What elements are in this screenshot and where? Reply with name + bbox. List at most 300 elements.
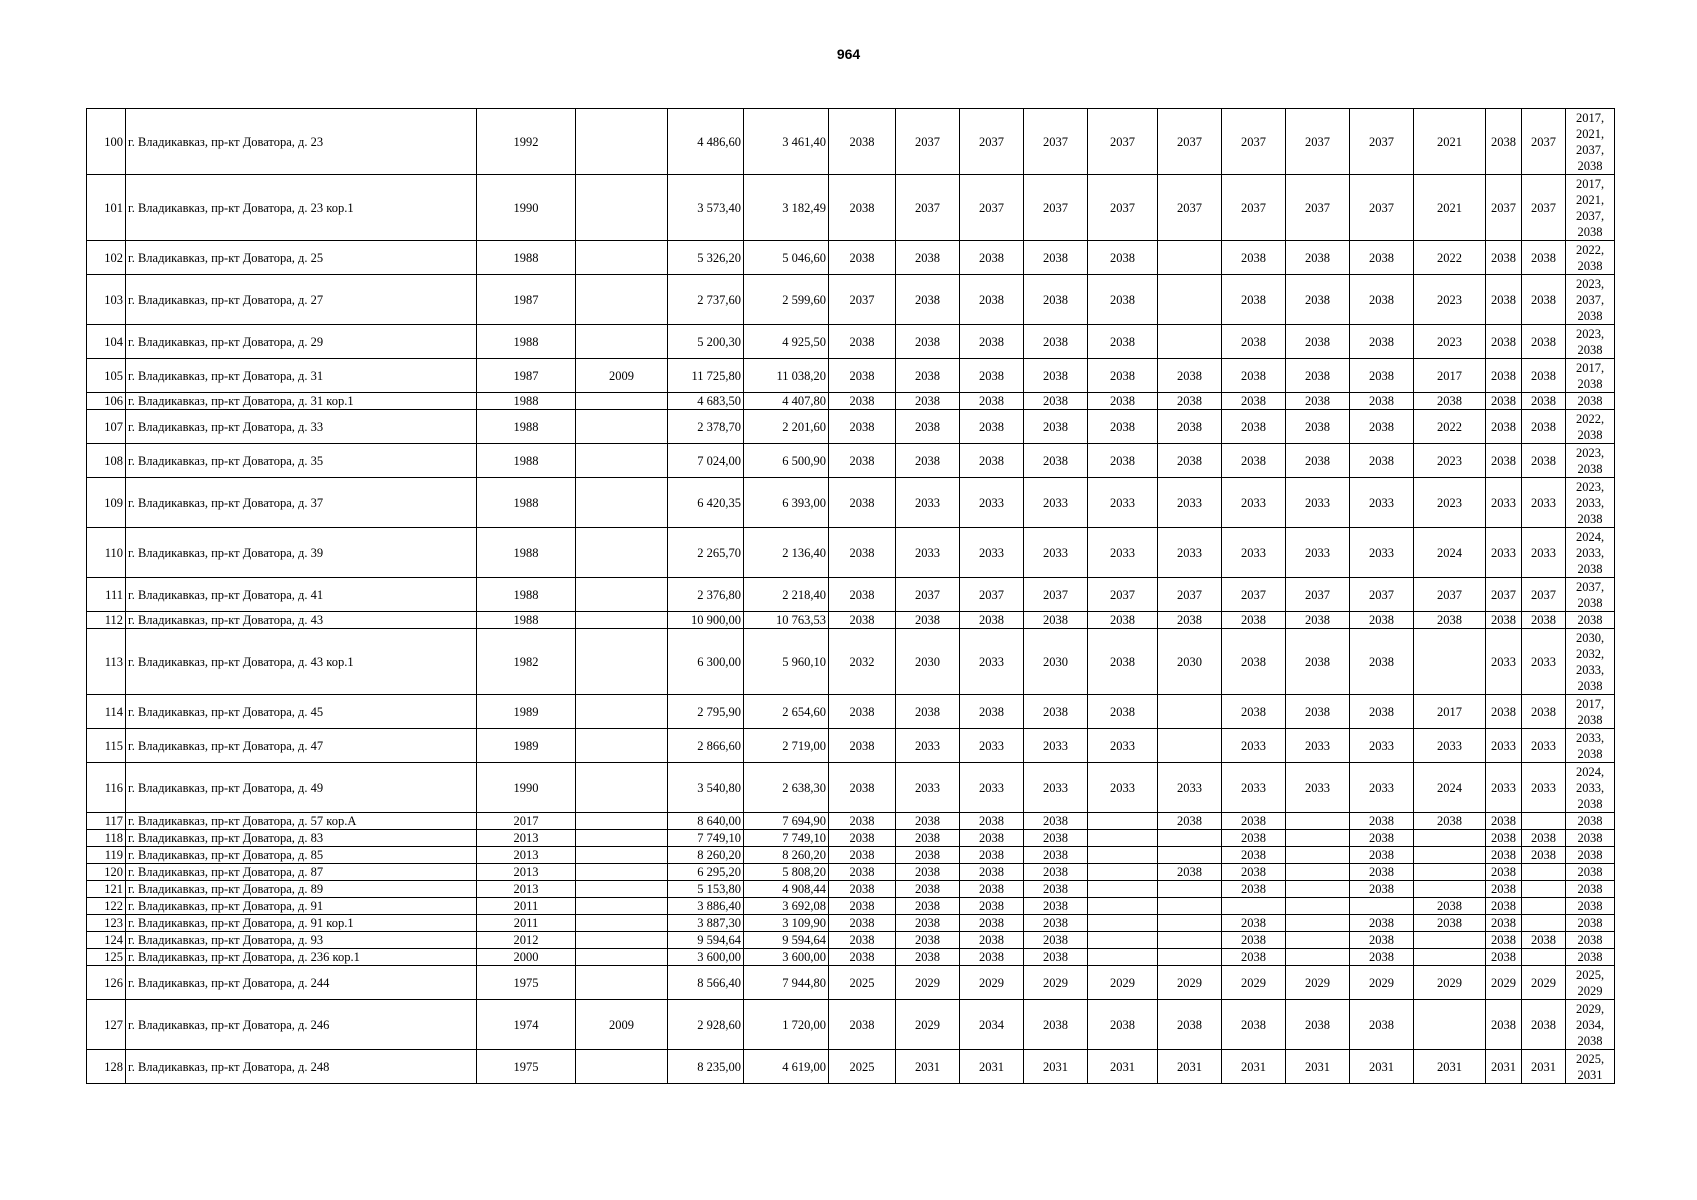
build-year-cell: 2011 (477, 898, 576, 915)
build-year-cell: 2017 (477, 813, 576, 830)
work-year-cell: 2037 (1088, 175, 1158, 241)
living-area-cell: 10 763,53 (744, 612, 829, 629)
living-area-cell: 3 109,90 (744, 915, 829, 932)
work-year-cell: 2038 (1286, 629, 1350, 695)
work-year-cell: 2038 (1158, 444, 1222, 478)
work-year-cell: 2033 (1024, 763, 1088, 813)
living-area-cell: 7 694,90 (744, 813, 829, 830)
work-year-cell: 2038 (1522, 932, 1566, 949)
total-area-cell: 7 024,00 (668, 444, 744, 478)
work-year-cell: 2038 (1088, 359, 1158, 393)
work-year-cell: 2038 (1024, 444, 1088, 478)
work-year-cell (1286, 915, 1350, 932)
total-area-cell: 5 326,20 (668, 241, 744, 275)
table-row (87, 275, 1615, 325)
work-year-cell: 2038 (1350, 847, 1414, 864)
build-year-cell: 2012 (477, 932, 576, 949)
work-year-cell: 2038 (1088, 410, 1158, 444)
work-year-cell: 2038 (1350, 325, 1414, 359)
work-year-cell: 2038 (960, 915, 1024, 932)
row-number: 112 (87, 612, 126, 629)
work-year-cell (1286, 898, 1350, 915)
table-row (87, 629, 1615, 695)
work-year-cell (1286, 932, 1350, 949)
build-year-cell: 2013 (477, 864, 576, 881)
work-year-cell: 2038 (1350, 915, 1414, 932)
row-number: 103 (87, 275, 126, 325)
total-area-cell: 4 486,60 (668, 109, 744, 175)
work-year-cell (1088, 813, 1158, 830)
table-row (87, 813, 1615, 830)
work-year-cell: 2038 (1222, 813, 1286, 830)
work-year-cell: 2038 (1350, 864, 1414, 881)
address-cell: г. Владикавказ, пр-кт Доватора, д. 45 (126, 695, 477, 729)
work-year-cell: 2038 (1222, 915, 1286, 932)
living-area-cell: 3 692,08 (744, 898, 829, 915)
row-number: 114 (87, 695, 126, 729)
work-year-cell: 2038 (1286, 393, 1350, 410)
reconstruction-year-cell (576, 478, 668, 528)
work-year-cell (1088, 932, 1158, 949)
work-year-cell: 2033 (1088, 478, 1158, 528)
work-year-cell: 2037 (1222, 175, 1286, 241)
total-area-cell: 7 749,10 (668, 830, 744, 847)
table-row (87, 109, 1615, 175)
build-year-cell: 1990 (477, 175, 576, 241)
total-area-cell: 2 265,70 (668, 528, 744, 578)
work-year-cell: 2037 (1486, 578, 1522, 612)
living-area-cell: 11 038,20 (744, 359, 829, 393)
work-year-cell: 2038 (1158, 813, 1222, 830)
row-number: 106 (87, 393, 126, 410)
work-year-cell: 2038 (1024, 612, 1088, 629)
work-year-cell: 2038 (1522, 847, 1566, 864)
work-year-cell: 2038 (1414, 915, 1486, 932)
work-year-cell: 2038 (1158, 1000, 1222, 1050)
work-year-cell: 2038 (1088, 393, 1158, 410)
work-year-cell (1088, 881, 1158, 898)
living-area-cell: 2 136,40 (744, 528, 829, 578)
living-area-cell: 3 182,49 (744, 175, 829, 241)
reconstruction-year-cell: 2009 (576, 359, 668, 393)
build-year-cell: 1988 (477, 325, 576, 359)
work-year-cell: 2033 (1350, 729, 1414, 763)
summary-years-cell: 2023, 2038 (1566, 444, 1615, 478)
work-year-cell: 2038 (1158, 359, 1222, 393)
summary-years-cell: 2025, 2029 (1566, 966, 1615, 1000)
summary-years-cell: 2033, 2038 (1566, 729, 1615, 763)
work-year-cell: 2038 (896, 864, 960, 881)
work-year-cell: 2033 (1286, 763, 1350, 813)
work-year-cell: 2038 (829, 881, 896, 898)
address-cell: г. Владикавказ, пр-кт Доватора, д. 33 (126, 410, 477, 444)
work-year-cell: 2038 (829, 695, 896, 729)
work-year-cell: 2038 (1024, 847, 1088, 864)
work-year-cell: 2037 (896, 175, 960, 241)
work-year-cell: 2038 (1486, 932, 1522, 949)
row-number: 118 (87, 830, 126, 847)
work-year-cell: 2038 (1350, 932, 1414, 949)
work-year-cell: 2033 (960, 729, 1024, 763)
work-year-cell: 2022 (1414, 410, 1486, 444)
summary-years-cell: 2017, 2021, 2037, 2038 (1566, 109, 1615, 175)
build-year-cell: 1988 (477, 410, 576, 444)
total-area-cell: 3 887,30 (668, 915, 744, 932)
work-year-cell: 2037 (1222, 578, 1286, 612)
work-year-cell: 2038 (1024, 393, 1088, 410)
work-year-cell: 2038 (1350, 813, 1414, 830)
work-year-cell: 2037 (1350, 109, 1414, 175)
table-row (87, 847, 1615, 864)
work-year-cell: 2038 (829, 1000, 896, 1050)
address-cell: г. Владикавказ, пр-кт Доватора, д. 37 (126, 478, 477, 528)
work-year-cell: 2038 (1486, 813, 1522, 830)
table-row (87, 241, 1615, 275)
row-number: 125 (87, 949, 126, 966)
total-area-cell: 2 376,80 (668, 578, 744, 612)
summary-years-cell: 2029, 2034, 2038 (1566, 1000, 1615, 1050)
address-cell: г. Владикавказ, пр-кт Доватора, д. 23 кор.1 (126, 175, 477, 241)
work-year-cell: 2038 (1486, 695, 1522, 729)
work-year-cell: 2038 (960, 898, 1024, 915)
table-row (87, 528, 1615, 578)
work-year-cell: 2033 (960, 763, 1024, 813)
total-area-cell: 2 866,60 (668, 729, 744, 763)
work-year-cell: 2038 (960, 949, 1024, 966)
summary-years-cell: 2024, 2033, 2038 (1566, 763, 1615, 813)
work-year-cell: 2033 (1088, 528, 1158, 578)
total-area-cell: 2 737,60 (668, 275, 744, 325)
work-year-cell: 2038 (1158, 612, 1222, 629)
work-year-cell: 2017 (1414, 695, 1486, 729)
row-number: 122 (87, 898, 126, 915)
work-year-cell: 2033 (1486, 528, 1522, 578)
work-year-cell: 2038 (829, 444, 896, 478)
work-year-cell: 2033 (1350, 763, 1414, 813)
work-year-cell: 2023 (1414, 325, 1486, 359)
work-year-cell: 2029 (1222, 966, 1286, 1000)
work-year-cell: 2038 (960, 864, 1024, 881)
work-year-cell: 2038 (1522, 695, 1566, 729)
work-year-cell: 2033 (896, 528, 960, 578)
work-year-cell (1522, 898, 1566, 915)
work-year-cell: 2025 (829, 1050, 896, 1084)
table-row (87, 915, 1615, 932)
work-year-cell: 2038 (1286, 1000, 1350, 1050)
work-year-cell: 2037 (960, 109, 1024, 175)
living-area-cell: 2 638,30 (744, 763, 829, 813)
work-year-cell: 2038 (1486, 915, 1522, 932)
work-year-cell: 2038 (1350, 1000, 1414, 1050)
work-year-cell: 2038 (1024, 915, 1088, 932)
work-year-cell: 2038 (896, 847, 960, 864)
work-year-cell: 2037 (1088, 578, 1158, 612)
total-area-cell: 2 378,70 (668, 410, 744, 444)
work-year-cell: 2038 (1222, 275, 1286, 325)
work-year-cell: 2033 (1024, 528, 1088, 578)
work-year-cell: 2038 (1522, 1000, 1566, 1050)
summary-years-cell: 2017, 2038 (1566, 695, 1615, 729)
row-number: 127 (87, 1000, 126, 1050)
work-year-cell: 2038 (896, 612, 960, 629)
work-year-cell: 2038 (1024, 864, 1088, 881)
summary-years-cell: 2038 (1566, 612, 1615, 629)
build-year-cell: 1988 (477, 444, 576, 478)
build-year-cell: 1988 (477, 612, 576, 629)
living-area-cell: 4 908,44 (744, 881, 829, 898)
work-year-cell: 2038 (1024, 881, 1088, 898)
work-year-cell: 2038 (1088, 444, 1158, 478)
total-area-cell: 6 420,35 (668, 478, 744, 528)
work-year-cell: 2033 (1088, 763, 1158, 813)
living-area-cell: 5 960,10 (744, 629, 829, 695)
work-year-cell: 2038 (1222, 325, 1286, 359)
row-number: 120 (87, 864, 126, 881)
address-cell: г. Владикавказ, пр-кт Доватора, д. 43 (126, 612, 477, 629)
reconstruction-year-cell (576, 578, 668, 612)
reconstruction-year-cell: 2009 (576, 1000, 668, 1050)
table-row (87, 864, 1615, 881)
work-year-cell: 2031 (1222, 1050, 1286, 1084)
build-year-cell: 2000 (477, 949, 576, 966)
living-area-cell: 2 218,40 (744, 578, 829, 612)
summary-years-cell: 2038 (1566, 915, 1615, 932)
work-year-cell: 2038 (960, 813, 1024, 830)
reconstruction-year-cell (576, 847, 668, 864)
work-year-cell: 2029 (1486, 966, 1522, 1000)
address-cell: г. Владикавказ, пр-кт Доватора, д. 41 (126, 578, 477, 612)
work-year-cell: 2029 (896, 1000, 960, 1050)
work-year-cell (1158, 847, 1222, 864)
work-year-cell: 2038 (1286, 359, 1350, 393)
work-year-cell: 2029 (1286, 966, 1350, 1000)
summary-years-cell: 2023, 2037, 2038 (1566, 275, 1615, 325)
work-year-cell: 2038 (1222, 393, 1286, 410)
living-area-cell: 4 925,50 (744, 325, 829, 359)
work-year-cell: 2038 (829, 241, 896, 275)
address-cell: г. Владикавказ, пр-кт Доватора, д. 39 (126, 528, 477, 578)
work-year-cell: 2031 (1350, 1050, 1414, 1084)
work-year-cell: 2033 (1414, 729, 1486, 763)
work-year-cell: 2038 (960, 612, 1024, 629)
work-year-cell (1414, 932, 1486, 949)
reconstruction-year-cell (576, 729, 668, 763)
total-area-cell: 3 540,80 (668, 763, 744, 813)
build-year-cell: 2013 (477, 847, 576, 864)
work-year-cell: 2037 (1350, 175, 1414, 241)
work-year-cell: 2038 (896, 915, 960, 932)
work-year-cell: 2037 (1522, 175, 1566, 241)
summary-years-cell: 2038 (1566, 864, 1615, 881)
table-row (87, 763, 1615, 813)
work-year-cell: 2038 (1522, 444, 1566, 478)
build-year-cell: 1974 (477, 1000, 576, 1050)
work-year-cell: 2038 (1024, 241, 1088, 275)
work-year-cell: 2037 (1522, 578, 1566, 612)
reconstruction-year-cell (576, 241, 668, 275)
work-year-cell: 2031 (1486, 1050, 1522, 1084)
work-year-cell: 2038 (1222, 881, 1286, 898)
work-year-cell (1158, 949, 1222, 966)
work-year-cell: 2038 (960, 881, 1024, 898)
address-cell: г. Владикавказ, пр-кт Доватора, д. 89 (126, 881, 477, 898)
total-area-cell: 2 928,60 (668, 1000, 744, 1050)
work-year-cell (1522, 864, 1566, 881)
work-year-cell: 2037 (1286, 109, 1350, 175)
row-number: 101 (87, 175, 126, 241)
work-year-cell: 2038 (896, 813, 960, 830)
living-area-cell: 2 201,60 (744, 410, 829, 444)
work-year-cell: 2038 (1088, 695, 1158, 729)
work-year-cell: 2038 (829, 949, 896, 966)
work-year-cell: 2038 (1088, 629, 1158, 695)
address-cell: г. Владикавказ, пр-кт Доватора, д. 43 кор.1 (126, 629, 477, 695)
work-year-cell: 2038 (1024, 359, 1088, 393)
work-year-cell: 2038 (896, 275, 960, 325)
work-year-cell: 2038 (1024, 830, 1088, 847)
work-year-cell: 2038 (896, 898, 960, 915)
work-year-cell: 2038 (896, 325, 960, 359)
living-area-cell: 8 260,20 (744, 847, 829, 864)
work-year-cell: 2038 (829, 763, 896, 813)
work-year-cell: 2038 (960, 410, 1024, 444)
work-year-cell (1286, 881, 1350, 898)
work-year-cell (1158, 695, 1222, 729)
row-number: 115 (87, 729, 126, 763)
summary-years-cell: 2038 (1566, 932, 1615, 949)
work-year-cell: 2038 (1486, 241, 1522, 275)
work-year-cell: 2038 (829, 578, 896, 612)
work-year-cell: 2037 (829, 275, 896, 325)
work-year-cell (1286, 864, 1350, 881)
address-cell: г. Владикавказ, пр-кт Доватора, д. 83 (126, 830, 477, 847)
work-year-cell: 2038 (1486, 881, 1522, 898)
work-year-cell: 2038 (1286, 325, 1350, 359)
address-cell: г. Владикавказ, пр-кт Доватора, д. 25 (126, 241, 477, 275)
work-year-cell: 2038 (1024, 932, 1088, 949)
work-year-cell: 2038 (1414, 612, 1486, 629)
build-year-cell: 1988 (477, 241, 576, 275)
work-year-cell: 2038 (960, 695, 1024, 729)
work-year-cell: 2033 (1286, 729, 1350, 763)
address-cell: г. Владикавказ, пр-кт Доватора, д. 91 кор.1 (126, 915, 477, 932)
living-area-cell: 5 808,20 (744, 864, 829, 881)
work-year-cell: 2038 (1486, 325, 1522, 359)
total-area-cell: 10 900,00 (668, 612, 744, 629)
row-number: 119 (87, 847, 126, 864)
work-year-cell: 2029 (1414, 966, 1486, 1000)
work-year-cell: 2023 (1414, 444, 1486, 478)
table-row (87, 949, 1615, 966)
work-year-cell: 2038 (1024, 813, 1088, 830)
work-year-cell: 2038 (1350, 949, 1414, 966)
reconstruction-year-cell (576, 864, 668, 881)
work-year-cell: 2038 (1350, 695, 1414, 729)
work-year-cell: 2037 (960, 578, 1024, 612)
work-year-cell: 2033 (1024, 478, 1088, 528)
work-year-cell: 2033 (1222, 729, 1286, 763)
work-year-cell (1158, 881, 1222, 898)
work-year-cell: 2038 (1350, 444, 1414, 478)
work-year-cell: 2038 (960, 830, 1024, 847)
work-year-cell (1286, 847, 1350, 864)
build-year-cell: 1989 (477, 729, 576, 763)
reconstruction-year-cell (576, 175, 668, 241)
reconstruction-year-cell (576, 898, 668, 915)
work-year-cell: 2038 (1414, 813, 1486, 830)
total-area-cell: 8 260,20 (668, 847, 744, 864)
work-year-cell: 2038 (896, 881, 960, 898)
work-year-cell: 2033 (1486, 763, 1522, 813)
table-row (87, 578, 1615, 612)
work-year-cell: 2033 (1158, 763, 1222, 813)
total-area-cell: 8 640,00 (668, 813, 744, 830)
address-cell: г. Владикавказ, пр-кт Доватора, д. 93 (126, 932, 477, 949)
living-area-cell: 3 461,40 (744, 109, 829, 175)
work-year-cell (1088, 915, 1158, 932)
total-area-cell: 8 566,40 (668, 966, 744, 1000)
work-year-cell: 2033 (1522, 629, 1566, 695)
work-year-cell: 2033 (1158, 478, 1222, 528)
reconstruction-year-cell (576, 813, 668, 830)
work-year-cell: 2038 (829, 393, 896, 410)
table-row (87, 881, 1615, 898)
work-year-cell (1158, 325, 1222, 359)
table-row (87, 359, 1615, 393)
work-year-cell: 2038 (1088, 612, 1158, 629)
build-year-cell: 1989 (477, 695, 576, 729)
work-year-cell: 2038 (829, 528, 896, 578)
work-year-cell: 2038 (896, 410, 960, 444)
work-year-cell: 2038 (829, 915, 896, 932)
living-area-cell: 2 654,60 (744, 695, 829, 729)
work-year-cell: 2023 (1414, 275, 1486, 325)
work-year-cell: 2038 (1522, 241, 1566, 275)
living-area-cell: 2 599,60 (744, 275, 829, 325)
total-area-cell: 2 795,90 (668, 695, 744, 729)
work-year-cell: 2038 (896, 444, 960, 478)
build-year-cell: 1987 (477, 275, 576, 325)
total-area-cell: 6 295,20 (668, 864, 744, 881)
work-year-cell: 2038 (1350, 410, 1414, 444)
work-year-cell: 2038 (1486, 109, 1522, 175)
work-year-cell: 2038 (829, 729, 896, 763)
work-year-cell: 2038 (960, 444, 1024, 478)
living-area-cell: 1 720,00 (744, 1000, 829, 1050)
build-year-cell: 1988 (477, 578, 576, 612)
work-year-cell: 2038 (1286, 612, 1350, 629)
work-year-cell: 2038 (1024, 1000, 1088, 1050)
summary-years-cell: 2038 (1566, 393, 1615, 410)
total-area-cell: 5 200,30 (668, 325, 744, 359)
work-year-cell: 2038 (1350, 830, 1414, 847)
summary-years-cell: 2038 (1566, 949, 1615, 966)
work-year-cell: 2038 (1350, 629, 1414, 695)
work-year-cell: 2038 (1222, 830, 1286, 847)
work-year-cell: 2033 (1522, 729, 1566, 763)
summary-years-cell: 2037, 2038 (1566, 578, 1615, 612)
work-year-cell: 2038 (1350, 359, 1414, 393)
row-number: 102 (87, 241, 126, 275)
work-year-cell (1286, 813, 1350, 830)
work-year-cell: 2038 (896, 359, 960, 393)
total-area-cell: 3 600,00 (668, 949, 744, 966)
address-cell: г. Владикавказ, пр-кт Доватора, д. 29 (126, 325, 477, 359)
table-row (87, 410, 1615, 444)
work-year-cell: 2038 (1486, 393, 1522, 410)
work-year-cell: 2033 (1088, 729, 1158, 763)
work-year-cell: 2022 (1414, 241, 1486, 275)
